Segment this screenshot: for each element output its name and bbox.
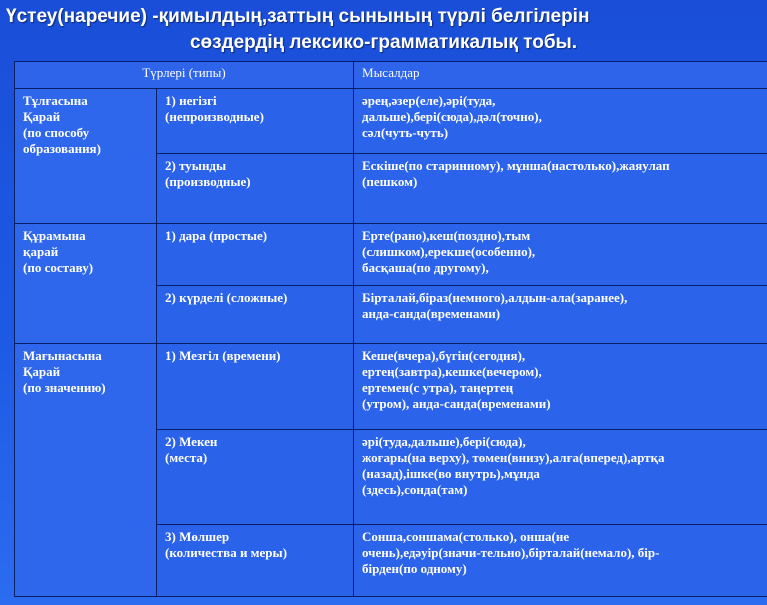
type-cell: 1) дара (простые) xyxy=(157,224,354,286)
examples-cell: Ескіше(по старинному), мұнша(настолько),жаяулап (пешком) xyxy=(354,154,767,224)
type-cell: 2) туынды (производные) xyxy=(157,154,354,224)
slide-title xyxy=(0,4,767,56)
examples-cell: Ерте(рано),кеш(поздно),тым (слишком),ерекше(особенно), басқаша(по другому), xyxy=(354,224,767,286)
examples-cell: Бірталай,біраз(немного),алдын-ала(заранее), анда-санда(временами) xyxy=(354,286,767,344)
examples-cell: әрең,әзер(еле),әрі(туда, дальше),бері(сюда),дәл(точно), сәл(чуть-чуть) xyxy=(354,89,767,154)
type-cell: 2) күрделі (сложные) xyxy=(157,286,354,344)
examples-cell: әрі(туда,дальше),бері(сюда), жоғары(на верху), төмен(внизу),алға(вперед),артқа (назад),ішке(во внутрь),мұнда (здесь),сонда(там) xyxy=(354,430,767,525)
type-cell: 1) Мезгіл (времени) xyxy=(157,344,354,430)
group-label-composition: Құрамына қарай (по составу) xyxy=(15,224,157,344)
table-row xyxy=(15,224,767,286)
table-row xyxy=(15,344,767,430)
type-cell: 1) негізгі (непроизводные) xyxy=(157,89,354,154)
title-line-1: Үстеу(наречие) -қимылдың,заттың сынының түрлі белгілерін xyxy=(6,6,590,27)
group-label-meaning: Мағынасына Қарай (по значению) xyxy=(15,344,157,597)
title-line-2: сөздердің лексико-грамматикалық тобы. xyxy=(189,32,578,53)
examples-cell: Сонша,соншама(столько), онша(не очень),едәуір(значи-тельно),бірталай(немало), бір- бірден(по одному) xyxy=(354,525,767,597)
group-label-formation: Тұлғасына Қарай (по способу образования) xyxy=(15,89,157,224)
table-row xyxy=(15,89,767,154)
type-cell: 2) Мекен (места) xyxy=(157,430,354,525)
header-examples: Мысалдар xyxy=(354,62,767,89)
examples-cell: Кеше(вчера),бүгін(сегодня), ертең(завтра),кешке(вечером), ертемен(с утра), таңертең (утром), анда-санда(временами) xyxy=(354,344,767,430)
table-header-row xyxy=(15,62,767,89)
type-cell: 3) Мөлшер (количества и меры) xyxy=(157,525,354,597)
adverb-types-table xyxy=(14,61,767,597)
header-types: Түрлері (типы) xyxy=(15,62,354,89)
